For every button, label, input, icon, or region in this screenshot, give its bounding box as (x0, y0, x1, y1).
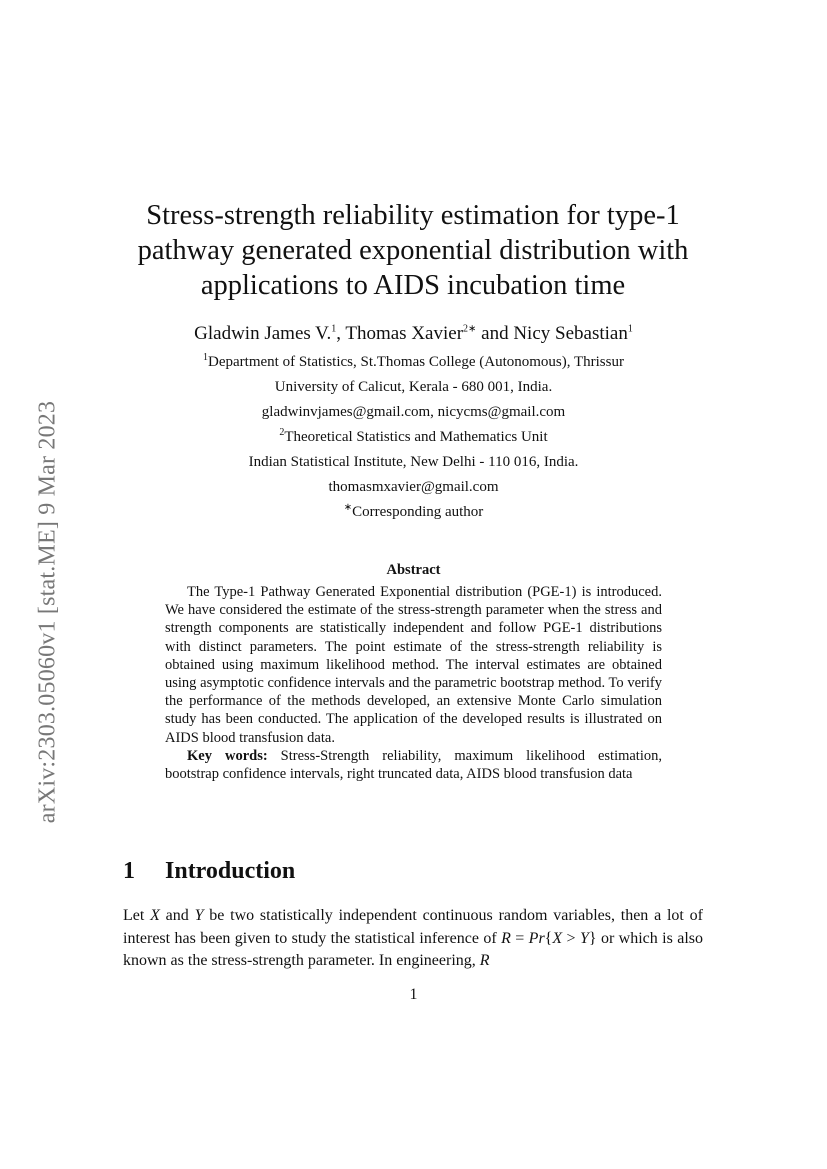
math-variable: Y (194, 907, 204, 924)
email-line: thomasmxavier@gmail.com (328, 479, 499, 495)
author-affiliation-mark: 2∗ (463, 323, 477, 335)
abstract-heading: Abstract (386, 562, 441, 578)
body-text: > (562, 929, 580, 947)
keywords (165, 747, 662, 783)
abstract-paragraph: The Type-1 Pathway Generated Exponential distribution (PGE-1) is introduced. We have considered the estimate of the stress-strength parameter when the stress and strength components are statistically independent and follow PGE-1 distributions with distinct parameters. The point estimate of the stress-strength reliability is obtained using maximum likelihood method. The interval estimates are obtained using asymptotic confidence intervals and the parametric bootstrap method. To verify the performance of the methods developed, an extensive Monte Carlo simulation study has been conducted. The application of the developed results is illustrated on AIDS blood transfusion data. (165, 584, 662, 746)
author-affiliation-mark: 1 (331, 323, 337, 335)
affiliation-mark: 2 (279, 427, 285, 438)
body-text: = (510, 929, 529, 947)
author-name: Gladwin James V. (194, 323, 332, 344)
body-text: Let (123, 907, 151, 924)
page-number: 1 (409, 986, 418, 1003)
section-heading-introduction (123, 858, 295, 885)
affiliations (0, 350, 827, 525)
arxiv-identifier-text: arXiv:2303.05060v1 [stat.ME] 9 Mar 2023 (34, 400, 61, 824)
keywords-text: Stress-Strength reliability, maximum likelihood estimation, bootstrap confidence intervals, right truncated data, AIDS blood transfusion data (165, 747, 662, 783)
affiliation-line: University of Calicut, Kerala - 680 001, India. (274, 379, 553, 395)
section-number: 1 (123, 858, 135, 884)
affiliation-line (0, 425, 827, 450)
author-name: , Thomas Xavier (336, 323, 464, 344)
affiliation-line: Indian Statistical Institute, New Delhi - 110 016, India. (248, 454, 579, 470)
math-variable: X (552, 929, 563, 947)
email-line: gladwinvjames@gmail.com, nicycms@gmail.com (261, 404, 566, 420)
keywords-label: Key words: (187, 747, 268, 764)
author-name: and Nicy Sebastian (476, 323, 628, 344)
title-line: pathway generated exponential distribution with (137, 235, 689, 266)
title-line: Stress-strength reliability estimation for type-1 (146, 200, 680, 231)
title-line: applications to AIDS incubation time (200, 270, 626, 301)
body-text: and (159, 907, 195, 924)
author-list (0, 322, 827, 346)
corresponding-author-note (0, 500, 827, 525)
corresponding-text: Corresponding author (352, 504, 484, 520)
affiliation-text: Theoretical Statistics and Mathematics Unit (284, 429, 548, 445)
affiliation-line (0, 350, 827, 375)
affiliation-text: Department of Statistics, St.Thomas College (Autonomous), Thrissur (208, 354, 624, 370)
math-variable: R (501, 929, 511, 947)
math-variable: Y (579, 929, 589, 947)
body-text: } or which is also known as the stress-strength parameter. In engineering, (123, 929, 704, 969)
introduction-paragraph (123, 905, 703, 973)
section-title: Introduction (165, 858, 296, 884)
corresponding-mark: ∗ (343, 502, 353, 513)
math-variable: Pr (528, 929, 545, 947)
body-text: be two statistically independent continuous random variables, then a lot of interest has been given to study the statistical inference of (123, 907, 703, 947)
abstract-body (165, 583, 662, 783)
affiliation-mark: 1 (203, 352, 209, 363)
body-text: { (544, 929, 553, 947)
math-variable: R (479, 952, 490, 969)
paper-title (110, 198, 716, 303)
author-affiliation-mark: 1 (627, 323, 633, 335)
math-variable: X (150, 907, 160, 924)
